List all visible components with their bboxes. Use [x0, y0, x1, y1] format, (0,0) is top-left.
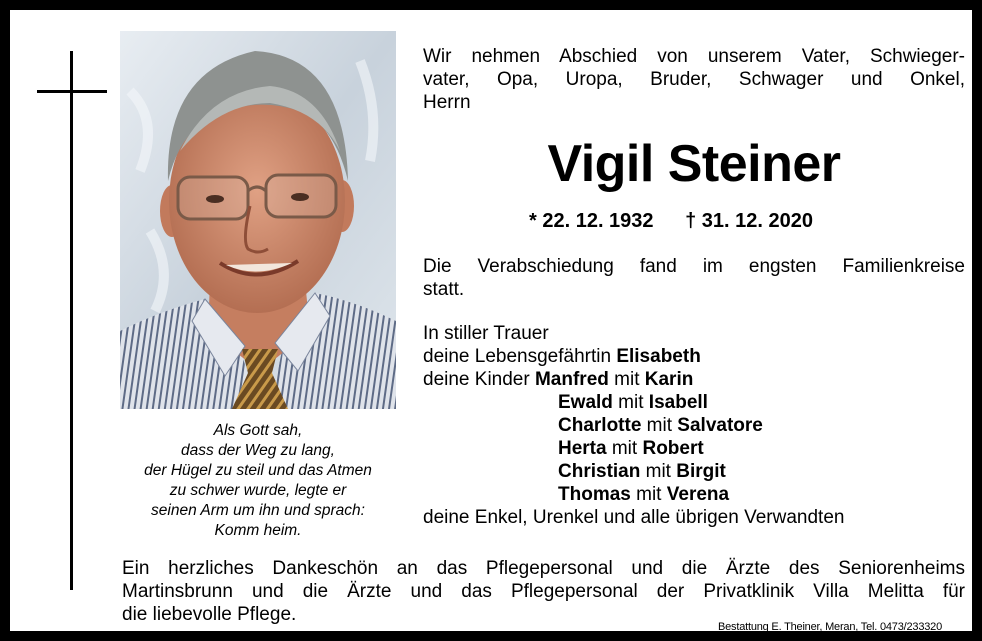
partner-name: Elisabeth [616, 346, 701, 367]
funeral-home-credit: Bestattung E. Theiner, Meran, Tel. 0473/233320 [717, 621, 942, 633]
child-name: Thomas [558, 484, 631, 505]
thanks-line: die liebevolle Pflege. [122, 604, 297, 625]
child-row [423, 483, 982, 506]
child-name: Herta [558, 438, 607, 459]
child-row [423, 391, 982, 414]
child-partner-name: Robert [642, 438, 704, 459]
farewell-text [423, 255, 965, 301]
child-name: Charlotte [558, 415, 642, 436]
life-dates [529, 210, 869, 233]
children-block [423, 368, 982, 506]
child-name: Ewald [558, 392, 613, 413]
deceased-name: Vigil Steiner [547, 135, 841, 193]
child-partner-name: Birgit [676, 461, 726, 482]
thanks-line: Ein herzliches Dankeschön an das Pflegepersonal und die Ärzte des Seniorenheims [122, 558, 965, 579]
cross-icon-vertical [70, 51, 73, 590]
intro-text [423, 45, 965, 114]
connector: mit [606, 438, 643, 459]
connector: mit [640, 461, 677, 482]
partner-line [423, 345, 982, 368]
poem-line: Als Gott sah, [213, 422, 303, 439]
intro-line: vater, Opa, Uropa, Bruder, Schwager und Onkel, [423, 69, 965, 90]
child-partner-name: Karin [644, 369, 694, 390]
poem-line: seinen Arm um ihn und sprach: [151, 502, 365, 519]
child-name: Manfred [534, 369, 609, 390]
mourners-heading: In stiller Trauer [423, 323, 549, 344]
child-name: Christian [558, 461, 641, 482]
connector: mit [641, 415, 678, 436]
children-prefix: deine Kinder [423, 369, 535, 390]
child-partner-name: Salvatore [677, 415, 763, 436]
connector: mit [630, 484, 667, 505]
child-row [423, 437, 982, 460]
connector: mit [608, 369, 645, 390]
mourners-list [423, 322, 982, 529]
child-partner-name: Isabell [648, 392, 708, 413]
farewell-line: Die Verabschiedung fand im engsten Familienkreise [423, 256, 965, 277]
partner-prefix: deine Lebensgefährtin [423, 346, 617, 367]
child-row [423, 368, 982, 391]
relatives-line: deine Enkel, Urenkel und alle übrigen Verwandten [423, 507, 845, 528]
poem [116, 421, 400, 541]
thanks-line: Martinsbrunn und die Ärzte und das Pflegepersonal der Privatklinik Villa Melitta für [122, 581, 965, 602]
intro-line: Herrn [423, 92, 471, 113]
death-date: † 31. 12. 2020 [685, 210, 814, 232]
poem-line: dass der Weg zu lang, [181, 442, 335, 459]
birth-date: * 22. 12. 1932 [529, 210, 654, 232]
child-row [423, 414, 982, 437]
farewell-line: statt. [423, 279, 465, 300]
intro-line: Wir nehmen Abschied von unserem Vater, Schwieger- [423, 46, 965, 67]
child-row [423, 460, 982, 483]
portrait-photo [120, 31, 396, 409]
poem-line: der Hügel zu steil und das Atmen [144, 462, 372, 479]
child-partner-name: Verena [666, 484, 730, 505]
cross-icon-horizontal [37, 90, 107, 93]
thanks-text [122, 557, 965, 626]
poem-line: zu schwer wurde, legte er [169, 482, 347, 499]
poem-line: Komm heim. [214, 522, 302, 539]
connector: mit [612, 392, 649, 413]
